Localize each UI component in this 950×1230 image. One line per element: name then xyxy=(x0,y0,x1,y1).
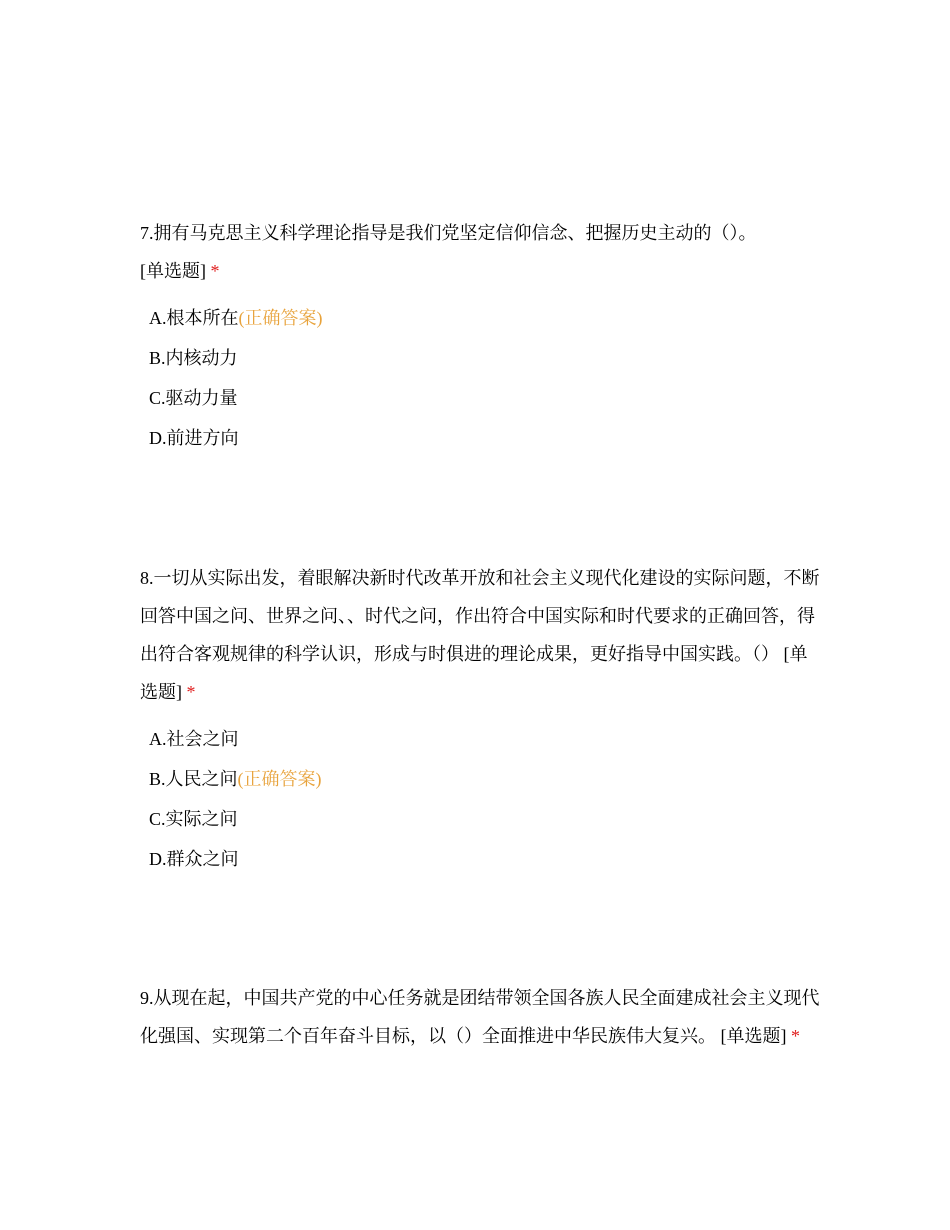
option-letter: B. xyxy=(149,769,166,789)
question-type-label: [单选题] xyxy=(720,1026,787,1046)
required-marker: * xyxy=(210,261,220,281)
option-letter: A. xyxy=(149,729,167,749)
question-number: 8. xyxy=(140,568,154,588)
question-7 xyxy=(140,214,820,458)
question-body: 拥有马克思主义科学理论指导是我们党坚定信仰信念、把握历史主动的（）。 xyxy=(153,223,757,243)
option-text: 群众之问 xyxy=(166,849,239,869)
option-c[interactable] xyxy=(140,799,820,839)
option-b[interactable] xyxy=(140,338,820,378)
question-body: 从现在起，中国共产党的中心任务就是团结带领全国各族人民全面建成社会主义现代化强国、实现第二个百年奋斗目标，以（）全面推进中华民族伟大复兴。 xyxy=(140,988,820,1046)
option-list xyxy=(140,719,820,879)
question-type-label: [单选题] xyxy=(140,644,808,702)
question-9 xyxy=(140,979,820,1055)
option-letter: D. xyxy=(149,849,167,869)
option-d[interactable] xyxy=(140,418,820,458)
question-number: 7. xyxy=(140,223,154,243)
option-text: 社会之问 xyxy=(166,729,239,749)
option-text: 内核动力 xyxy=(165,348,238,368)
option-letter: A. xyxy=(149,308,167,328)
question-body: 一切从实际出发，着眼解决新时代改革开放和社会主义现代化建设的实际问题，不断回答中国之问、世界之问、、时代之问，作出符合中国实际和时代要求的正确回答，得出符合客观规律的科学认识，形成与时俱进的理论成果，更好指导中国实践。（） xyxy=(140,568,820,664)
option-letter: D. xyxy=(149,428,167,448)
option-a[interactable] xyxy=(140,719,820,759)
required-marker: * xyxy=(186,682,196,702)
option-letter: C. xyxy=(149,388,166,408)
correct-answer-tag: (正确答案) xyxy=(237,769,322,789)
option-text: 驱动力量 xyxy=(165,388,238,408)
question-text xyxy=(140,214,820,290)
option-d[interactable] xyxy=(140,839,820,879)
question-text xyxy=(140,979,820,1055)
option-text: 实际之问 xyxy=(165,809,238,829)
option-text: 根本所在 xyxy=(166,308,239,328)
option-text: 前进方向 xyxy=(166,428,239,448)
option-letter: B. xyxy=(149,348,166,368)
question-text xyxy=(140,559,820,711)
option-b[interactable] xyxy=(140,759,820,799)
question-number: 9. xyxy=(140,988,154,1008)
correct-answer-tag: (正确答案) xyxy=(238,308,323,328)
option-list xyxy=(140,298,820,458)
option-a[interactable] xyxy=(140,298,820,338)
option-c[interactable] xyxy=(140,378,820,418)
question-8 xyxy=(140,559,820,879)
required-marker: * xyxy=(791,1026,800,1046)
option-text: 人民之问 xyxy=(165,769,238,789)
option-letter: C. xyxy=(149,809,166,829)
question-type-label: [单选题] xyxy=(140,261,206,281)
